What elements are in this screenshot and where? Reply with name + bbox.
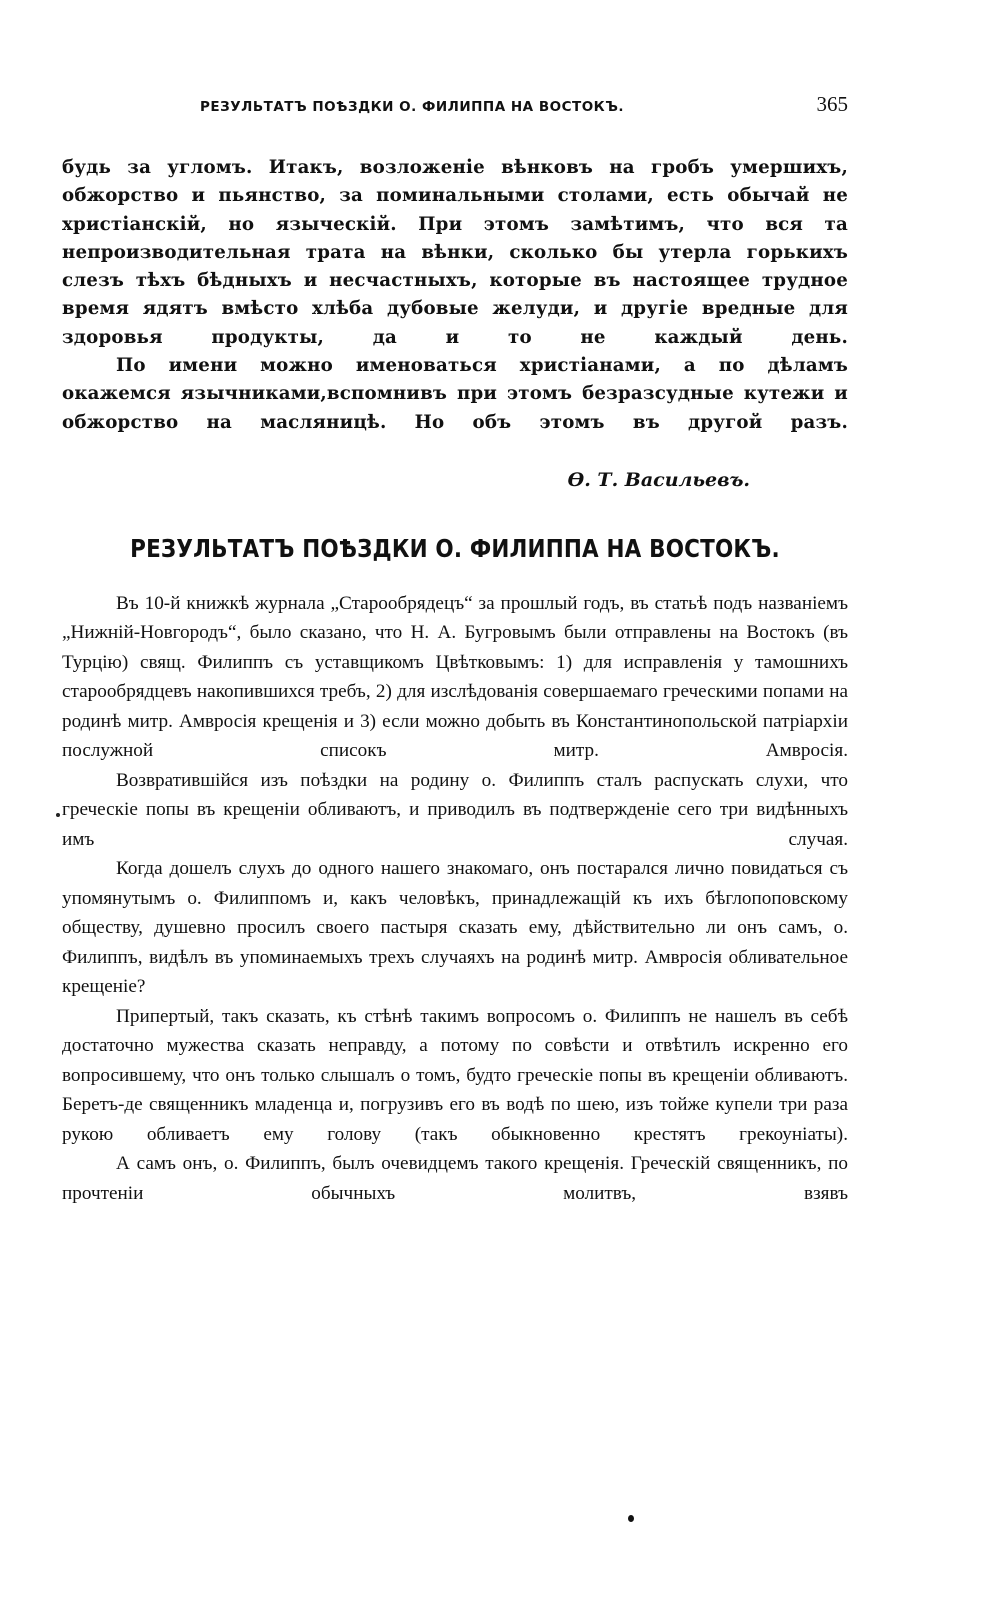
- book-page: [62, 92, 848, 1208]
- previous-article-ending: [62, 154, 848, 499]
- margin-mark: [56, 813, 60, 817]
- article-body: [62, 589, 848, 1209]
- article-title: РЕЗУЛЬТАТЪ ПОѢЗДКИ О. ФИЛИППА НА ВОСТОКЪ.: [130, 533, 780, 563]
- page-number: 365: [816, 92, 848, 116]
- author-signature: Ѳ. Т. Васильевъ.: [567, 468, 750, 491]
- paragraph: будь за угломъ. Итакъ, возложеніе вѣнковъ на гробъ умершихъ, обжорство и пьянство, за поминальными столами, есть обычай не христіанскій, но языческій. При этомъ замѣтимъ, что вся та непроизводительная трата на вѣнки, сколько бы утерла горькихъ слезъ тѣхъ бѣдныхъ и несчастныхъ, которые въ настоящее трудное время ядятъ вмѣсто хлѣба дубовые желуди, и другіе вредные для здоровья продукты, да и то не каждый день.: [62, 157, 848, 348]
- paragraph: По имени можно именоваться христіанами, а по дѣламъ окажемся язычниками,вспомнивъ при этомъ безразсудные кутежи и обжорство на масляницѣ. Но объ этомъ въ другой разъ.: [62, 355, 848, 433]
- paragraph: Когда дошелъ слухъ до одного нашего знакомаго, онъ постарался лично повидаться съ упомянутымъ о. Филиппомъ и, какъ человѣкъ, принадлежащій къ ихъ бѣглопоповскому обществу, душевно просилъ своего пастыря сказать ему, дѣйствительно ли онъ самъ, о. Филиппъ, видѣлъ въ упоминаемыхъ трехъ случаяхъ на родинѣ митр. Амвросія обливательное крещеніе?: [62, 858, 848, 998]
- ink-spot: [628, 1515, 634, 1522]
- running-title: РЕЗУЛЬТАТЪ ПОѢЗДКИ О. ФИЛИППА НА ВОСТОКЪ.: [200, 99, 625, 115]
- paragraph: А самъ онъ, о. Филиппъ, былъ очевидцемъ такого крещенія. Греческій священникъ, по прочтеніи обычныхъ молитвъ, взявъ: [62, 1153, 848, 1204]
- paragraph: Припертый, такъ сказать, къ стѣнѣ такимъ вопросомъ о. Филиппъ не нашелъ въ себѣ достаточно мужества сказать неправду, а потому по совѣсти и отвѣтилъ искренно его вопросившему, что онъ только слышалъ о томъ, будто греческіе попы въ крещеніи обливаютъ. Беретъ-де священникъ младенца и, погрузивъ его въ водѣ по шею, изъ тойже купели три раза рукою обливаетъ ему голову (такъ обыкновенно крестятъ грекоуніаты).: [62, 1005, 848, 1145]
- paragraph: Возвратившійся изъ поѣздки на родину о. Филиппъ сталъ распускать слухи, что греческіе попы въ крещеніи обливаютъ, и приводилъ въ подтвержденіе сего три видѣнныхъ имъ случая.: [62, 769, 848, 850]
- running-head: [62, 92, 848, 132]
- paragraph: Въ 10-й книжкѣ журнала „Старообрядецъ“ за прошлый годъ, въ статьѣ подъ названіемъ „Нижній-Новгородъ“, было сказано, что Н. А. Бугровымъ были отправлены на Востокъ (въ Турцію) свящ. Филиппъ съ уставщикомъ Цвѣтковымъ: 1) для исправленія у тамошнихъ старообрядцевъ накопившихся требъ, 2) для изслѣдованія совершаемаго греческими попами на родинѣ митр. Амвросія крещенія и 3) если можно добыть въ Константинопольской патріархіи послужной списокъ митр. Амвросія.: [62, 592, 848, 762]
